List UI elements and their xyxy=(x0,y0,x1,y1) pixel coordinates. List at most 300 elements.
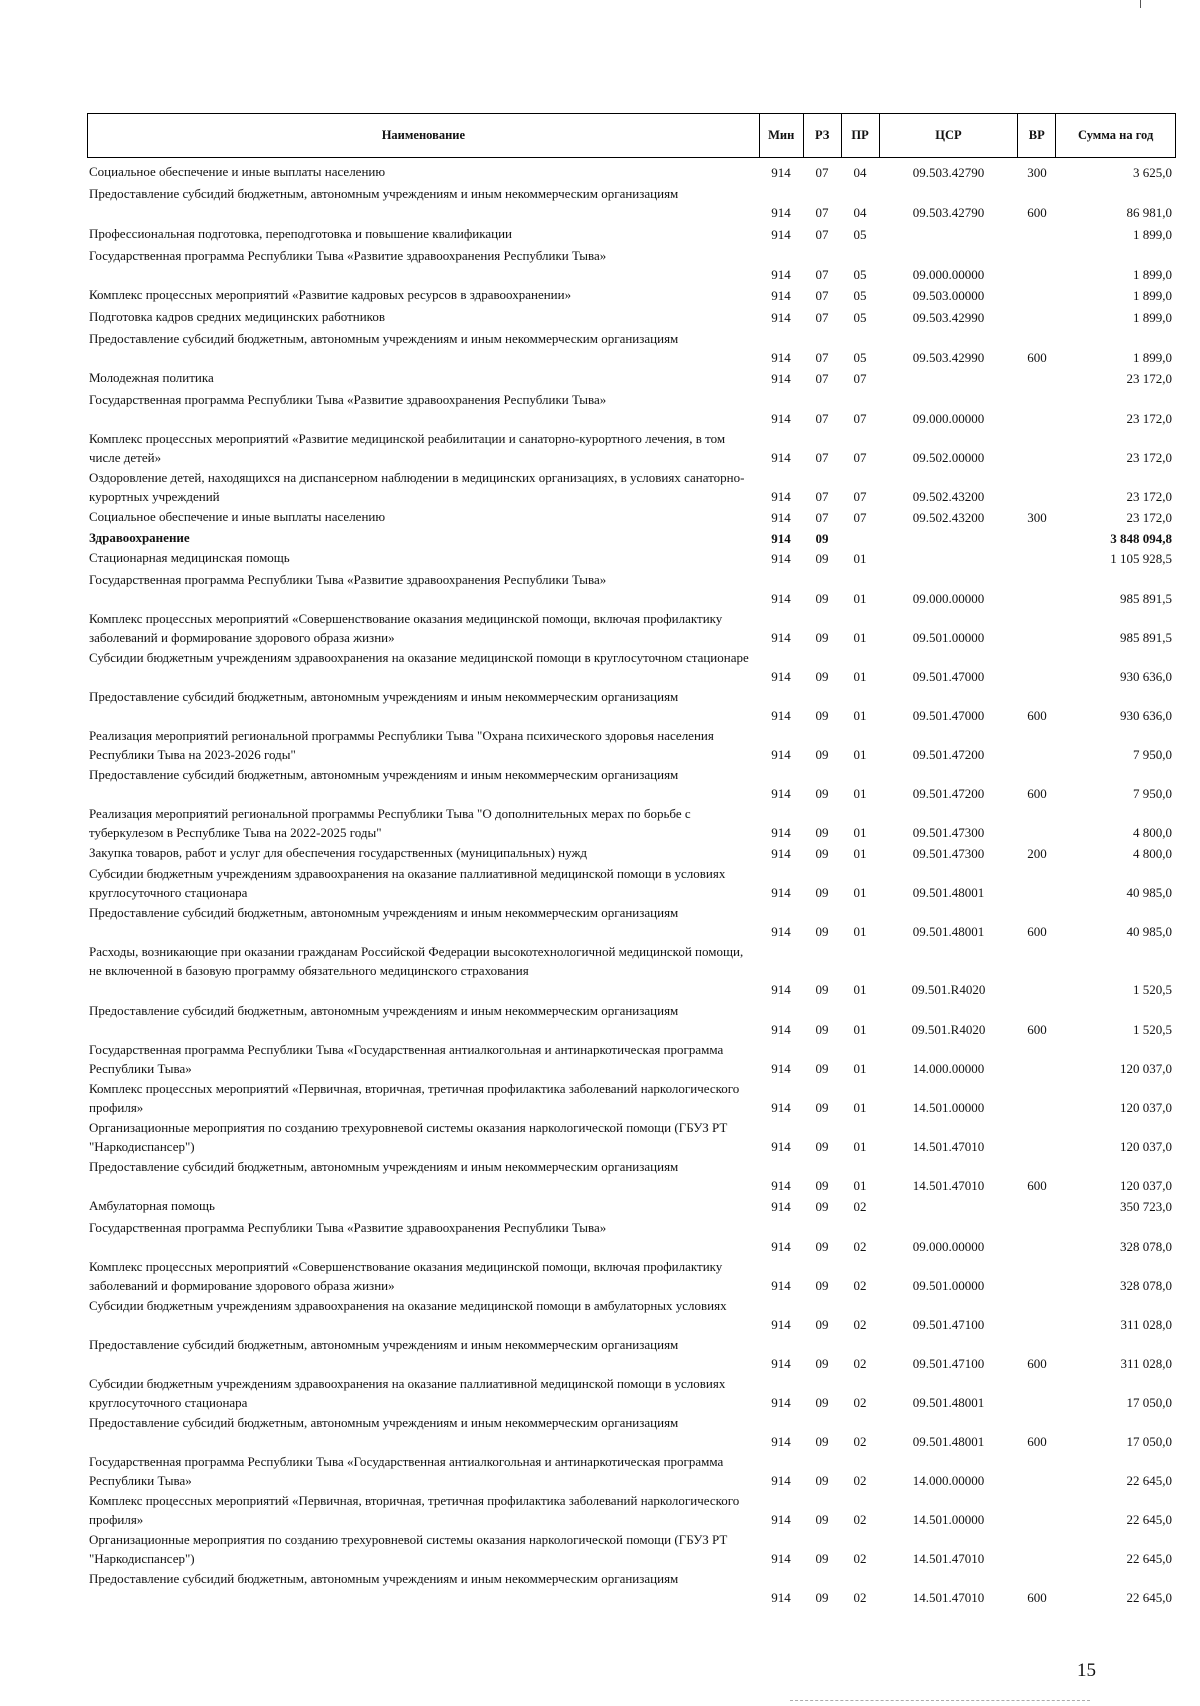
row-sum: 1 520,5 xyxy=(1133,1022,1172,1037)
row-rz: 09 xyxy=(815,846,829,861)
table-row xyxy=(87,1118,1176,1156)
row-sum: 40 985,0 xyxy=(1126,885,1172,900)
row-vr: 600 xyxy=(1027,1178,1047,1193)
row-csr: 09.501.47300 xyxy=(912,825,985,840)
row-sum: 350 723,0 xyxy=(1120,1199,1172,1214)
table-row xyxy=(87,1374,1176,1412)
row-pr: 07 xyxy=(853,411,867,426)
row-name: Комплекс процессных мероприятий «Совершенствование оказания медицинской помощи, включая профилактику заболеваний и формирование здорового образа жизни» xyxy=(89,611,723,645)
row-min: 914 xyxy=(771,825,791,840)
row-rz: 07 xyxy=(815,205,829,220)
row-min: 914 xyxy=(771,227,791,242)
row-csr: 14.501.47010 xyxy=(912,1551,985,1566)
row-pr: 01 xyxy=(853,846,867,861)
row-sum: 23 172,0 xyxy=(1126,489,1172,504)
row-rz: 09 xyxy=(815,1590,829,1605)
row-pr: 07 xyxy=(853,450,867,465)
table-row xyxy=(87,1296,1176,1334)
row-name: Расходы, возникающие при оказании гражданам Российской Федерации высокотехнологичной медицинской помощи, не включенной в базовую программу обязательного медицинского страхования xyxy=(89,944,744,978)
row-pr: 01 xyxy=(853,1139,867,1154)
row-sum: 120 037,0 xyxy=(1120,1178,1172,1193)
table-row xyxy=(87,468,1176,506)
row-min: 914 xyxy=(771,924,791,939)
row-rz: 07 xyxy=(815,227,829,242)
row-name: Государственная программа Республики Тыва «Развитие здравоохранения Республики Тыва» xyxy=(89,1220,607,1235)
row-rz: 09 xyxy=(815,1278,829,1293)
row-min: 914 xyxy=(771,1022,791,1037)
row-rz: 09 xyxy=(815,1395,829,1410)
row-min: 914 xyxy=(771,1199,791,1214)
row-min: 914 xyxy=(771,310,791,325)
row-rz: 09 xyxy=(815,982,829,997)
row-csr: 09.502.43200 xyxy=(912,489,985,504)
table-row xyxy=(87,570,1176,608)
row-sum: 311 028,0 xyxy=(1120,1317,1172,1332)
row-min: 914 xyxy=(771,1434,791,1449)
row-sum: 4 800,0 xyxy=(1133,846,1172,861)
row-rz: 09 xyxy=(815,747,829,762)
table-row xyxy=(87,1491,1176,1529)
row-vr: 600 xyxy=(1027,1022,1047,1037)
row-name: Молодежная политика xyxy=(89,370,214,385)
row-sum: 3 848 094,8 xyxy=(1110,531,1172,546)
table-row xyxy=(87,1079,1176,1117)
row-csr: 09.000.00000 xyxy=(912,267,985,282)
row-name: Социальное обеспечение и иные выплаты населению xyxy=(89,509,386,524)
table-row xyxy=(87,329,1176,367)
row-pr: 02 xyxy=(853,1512,867,1527)
row-min: 914 xyxy=(771,630,791,645)
row-sum: 23 172,0 xyxy=(1126,411,1172,426)
row-name: Государственная программа Республики Тыва «Государственная антиалкогольная и антинаркотическая программа Республики Тыва» xyxy=(89,1042,724,1076)
row-csr: 09.000.00000 xyxy=(912,411,985,426)
row-rz: 09 xyxy=(815,669,829,684)
row-pr: 02 xyxy=(853,1590,867,1605)
row-csr: 14.501.00000 xyxy=(912,1512,985,1527)
row-rz: 09 xyxy=(815,1434,829,1449)
row-csr: 09.501.47100 xyxy=(912,1356,985,1371)
table-row xyxy=(87,285,1176,305)
row-name: Комплекс процессных мероприятий «Развитие медицинской реабилитации и санаторно-курортного лечения, в том числе детей» xyxy=(89,431,726,465)
row-pr: 02 xyxy=(853,1199,867,1214)
row-rz: 09 xyxy=(815,630,829,645)
row-csr: 09.503.42990 xyxy=(912,350,985,365)
row-csr: 14.501.00000 xyxy=(912,1100,985,1115)
row-vr: 600 xyxy=(1027,708,1047,723)
row-name: Предоставление субсидий бюджетным, автономным учреждениям и иным некоммерческим организациям xyxy=(89,905,679,920)
row-csr: 09.501.48001 xyxy=(912,1395,985,1410)
row-name: Государственная программа Республики Тыва «Развитие здравоохранения Республики Тыва» xyxy=(89,248,607,263)
row-sum: 40 985,0 xyxy=(1126,924,1172,939)
row-name: Комплекс процессных мероприятий «Первичная, вторичная, третичная профилактика заболеваний наркологического профиля» xyxy=(89,1081,740,1115)
row-pr: 01 xyxy=(853,1100,867,1115)
table-row xyxy=(87,1157,1176,1195)
row-min: 914 xyxy=(771,747,791,762)
row-sum: 930 636,0 xyxy=(1120,669,1172,684)
row-csr: 14.501.47010 xyxy=(912,1178,985,1193)
table-row xyxy=(87,1335,1176,1373)
row-csr: 14.000.00000 xyxy=(912,1473,985,1488)
row-rz: 07 xyxy=(815,371,829,386)
row-pr: 02 xyxy=(853,1239,867,1254)
row-min: 914 xyxy=(771,371,791,386)
row-sum: 22 645,0 xyxy=(1126,1473,1172,1488)
row-min: 914 xyxy=(771,1178,791,1193)
row-name: Закупка товаров, работ и услуг для обеспечения государственных (муниципальных) нужд xyxy=(89,845,588,860)
header-pr: ПР xyxy=(841,114,879,157)
row-min: 914 xyxy=(771,1512,791,1527)
table-row xyxy=(87,548,1176,568)
row-name: Предоставление субсидий бюджетным, автономным учреждениям и иным некоммерческим организациям xyxy=(89,1337,679,1352)
row-rz: 09 xyxy=(815,825,829,840)
row-rz: 07 xyxy=(815,165,829,180)
row-min: 914 xyxy=(771,708,791,723)
row-name: Государственная программа Республики Тыва «Государственная антиалкогольная и антинаркотическая программа Республики Тыва» xyxy=(89,1454,724,1488)
row-sum: 120 037,0 xyxy=(1120,1061,1172,1076)
row-vr: 200 xyxy=(1027,846,1047,861)
row-sum: 1 899,0 xyxy=(1133,227,1172,242)
row-pr: 01 xyxy=(853,630,867,645)
row-min: 914 xyxy=(771,982,791,997)
row-name: Комплекс процессных мероприятий «Первичная, вторичная, третичная профилактика заболеваний наркологического профиля» xyxy=(89,1493,740,1527)
row-name: Комплекс процессных мероприятий «Развитие кадровых ресурсов в здравоохранении» xyxy=(89,287,572,302)
row-csr: 14.501.47010 xyxy=(912,1139,985,1154)
row-min: 914 xyxy=(771,591,791,606)
row-name: Субсидии бюджетным учреждениям здравоохранения на оказание медицинской помощи в амбулаторных условиях xyxy=(89,1298,727,1313)
row-min: 914 xyxy=(771,1139,791,1154)
row-csr: 09.501.47000 xyxy=(912,708,985,723)
header-rz: РЗ xyxy=(803,114,841,157)
row-rz: 09 xyxy=(815,924,829,939)
row-pr: 01 xyxy=(853,747,867,762)
row-name: Субсидии бюджетным учреждениям здравоохранения на оказание паллиативной медицинской помощи в условиях круглосуточного стационара xyxy=(89,1376,726,1410)
header-min: Мин xyxy=(759,114,803,157)
table-row xyxy=(87,1196,1176,1216)
row-rz: 09 xyxy=(815,1317,829,1332)
row-rz: 09 xyxy=(815,786,829,801)
row-min: 914 xyxy=(771,1395,791,1410)
row-rz: 09 xyxy=(815,1356,829,1371)
row-pr: 01 xyxy=(853,669,867,684)
table-row xyxy=(87,184,1176,222)
row-sum: 23 172,0 xyxy=(1126,371,1172,386)
table-row xyxy=(87,648,1176,686)
row-min: 914 xyxy=(771,1317,791,1332)
row-pr: 02 xyxy=(853,1551,867,1566)
row-min: 914 xyxy=(771,786,791,801)
row-csr: 09.000.00000 xyxy=(912,591,985,606)
table-row xyxy=(87,1257,1176,1295)
row-csr: 09.501.00000 xyxy=(912,1278,985,1293)
row-rz: 09 xyxy=(815,1061,829,1076)
row-min: 914 xyxy=(771,1239,791,1254)
row-pr: 01 xyxy=(853,551,867,566)
row-rz: 07 xyxy=(815,510,829,525)
row-name: Предоставление субсидий бюджетным, автономным учреждениям и иным некоммерческим организациям xyxy=(89,1571,679,1586)
table-row xyxy=(87,307,1176,327)
row-vr: 600 xyxy=(1027,1590,1047,1605)
row-min: 914 xyxy=(771,1473,791,1488)
row-rz: 09 xyxy=(815,1178,829,1193)
row-name: Реализация мероприятий региональной программы Республики Тыва "Охрана психического здоровья населения Республики Тыва на 2023-2026 годы" xyxy=(89,728,714,762)
row-csr: 09.501.48001 xyxy=(912,885,985,900)
row-csr: 09.503.42790 xyxy=(912,205,985,220)
row-vr: 600 xyxy=(1027,924,1047,939)
row-pr: 02 xyxy=(853,1356,867,1371)
row-sum: 86 981,0 xyxy=(1126,205,1172,220)
row-name: Предоставление субсидий бюджетным, автономным учреждениям и иным некоммерческим организациям xyxy=(89,689,679,704)
row-csr: 09.501.48001 xyxy=(912,1434,985,1449)
row-min: 914 xyxy=(771,885,791,900)
row-rz: 07 xyxy=(815,450,829,465)
row-rz: 07 xyxy=(815,310,829,325)
row-csr: 09.502.43200 xyxy=(912,510,985,525)
row-min: 914 xyxy=(771,165,791,180)
table-row xyxy=(87,429,1176,467)
row-name: Предоставление субсидий бюджетным, автономным учреждениям и иным некоммерческим организациям xyxy=(89,767,679,782)
header-sum: Сумма на год xyxy=(1055,114,1175,157)
row-pr: 01 xyxy=(853,885,867,900)
row-name: Субсидии бюджетным учреждениям здравоохранения на оказание медицинской помощи в круглосуточном стационаре xyxy=(89,650,749,665)
row-csr: 09.503.42990 xyxy=(912,310,985,325)
row-sum: 328 078,0 xyxy=(1120,1278,1172,1293)
row-pr: 01 xyxy=(853,825,867,840)
row-min: 914 xyxy=(771,669,791,684)
row-pr: 07 xyxy=(853,510,867,525)
row-sum: 120 037,0 xyxy=(1120,1100,1172,1115)
row-min: 914 xyxy=(771,1590,791,1605)
row-csr: 09.501.47200 xyxy=(912,747,985,762)
row-name: Стационарная медицинская помощь xyxy=(89,550,290,565)
row-pr: 01 xyxy=(853,708,867,723)
row-sum: 1 899,0 xyxy=(1133,288,1172,303)
row-pr: 02 xyxy=(853,1473,867,1488)
row-pr: 01 xyxy=(853,786,867,801)
row-name: Предоставление субсидий бюджетным, автономным учреждениям и иным некоммерческим организациям xyxy=(89,331,679,346)
table-row xyxy=(87,1040,1176,1078)
row-name: Подготовка кадров средних медицинских работников xyxy=(89,309,385,324)
table-row xyxy=(87,804,1176,842)
row-min: 914 xyxy=(771,531,791,546)
table-row xyxy=(87,246,1176,284)
row-csr: 09.501.R4020 xyxy=(911,1022,986,1037)
row-rz: 09 xyxy=(815,1551,829,1566)
row-min: 914 xyxy=(771,450,791,465)
row-min: 914 xyxy=(771,411,791,426)
row-sum: 4 800,0 xyxy=(1133,825,1172,840)
row-pr: 07 xyxy=(853,371,867,386)
table-row xyxy=(87,1569,1176,1607)
row-rz: 09 xyxy=(815,1239,829,1254)
row-name: Субсидии бюджетным учреждениям здравоохранения на оказание паллиативной медицинской помощи в условиях круглосуточного стационара xyxy=(89,866,726,900)
row-name: Профессиональная подготовка, переподготовка и повышение квалификации xyxy=(89,226,513,241)
row-rz: 09 xyxy=(815,708,829,723)
row-sum: 985 891,5 xyxy=(1120,591,1172,606)
row-name: Амбулаторная помощь xyxy=(89,1198,215,1213)
row-name: Оздоровление детей, находящихся на диспансерном наблюдении в медицинских организациях, в условиях санаторно-курортных учреждений xyxy=(89,470,745,504)
row-rz: 09 xyxy=(815,1100,829,1115)
row-pr: 01 xyxy=(853,924,867,939)
row-name: Комплекс процессных мероприятий «Совершенствование оказания медицинской помощи, включая профилактику заболеваний и формирование здорового образа жизни» xyxy=(89,1259,723,1293)
row-sum: 17 050,0 xyxy=(1126,1434,1172,1449)
row-name: Организационные мероприятия по созданию трехуровневой системы оказания наркологической помощи (ГБУЗ РТ "Наркодиспансер") xyxy=(89,1120,728,1154)
row-min: 914 xyxy=(771,350,791,365)
row-rz: 09 xyxy=(815,531,829,546)
row-pr: 07 xyxy=(853,489,867,504)
row-rz: 09 xyxy=(815,1512,829,1527)
row-csr: 09.501.R4020 xyxy=(911,982,986,997)
header-name: Наименование xyxy=(381,128,466,142)
table-row xyxy=(87,903,1176,941)
row-sum: 17 050,0 xyxy=(1126,1395,1172,1410)
scan-artifact-line xyxy=(790,1700,1090,1702)
table-row xyxy=(87,1530,1176,1568)
row-pr: 01 xyxy=(853,1061,867,1076)
row-csr: 09.501.47100 xyxy=(912,1317,985,1332)
row-vr: 600 xyxy=(1027,786,1047,801)
row-name: Предоставление субсидий бюджетным, автономным учреждениям и иным некоммерческим организациям xyxy=(89,186,679,201)
row-min: 914 xyxy=(771,1100,791,1115)
row-name: Реализация мероприятий региональной программы Республики Тыва "О дополнительных мерах по борьбе с туберкулезом в Республике Тыва на 2022-2025 годы" xyxy=(89,806,691,840)
table-row xyxy=(87,368,1176,388)
table-row xyxy=(87,1001,1176,1039)
row-sum: 1 899,0 xyxy=(1133,350,1172,365)
table-row xyxy=(87,843,1176,863)
row-pr: 02 xyxy=(853,1395,867,1410)
table-row xyxy=(87,528,1176,548)
table-row xyxy=(87,162,1176,182)
table-row xyxy=(87,390,1176,428)
row-pr: 04 xyxy=(853,165,867,180)
row-pr: 01 xyxy=(853,1178,867,1193)
row-pr: 01 xyxy=(853,591,867,606)
row-vr: 600 xyxy=(1027,1356,1047,1371)
row-name: Предоставление субсидий бюджетным, автономным учреждениям и иным некоммерческим организациям xyxy=(89,1003,679,1018)
table-row xyxy=(87,864,1176,902)
row-vr: 600 xyxy=(1027,350,1047,365)
row-rz: 07 xyxy=(815,489,829,504)
row-vr: 600 xyxy=(1027,205,1047,220)
budget-table xyxy=(87,113,1176,1605)
row-sum: 1 899,0 xyxy=(1133,267,1172,282)
row-min: 914 xyxy=(771,846,791,861)
row-rz: 09 xyxy=(815,1199,829,1214)
row-rz: 09 xyxy=(815,1139,829,1154)
row-pr: 05 xyxy=(853,350,867,365)
row-sum: 311 028,0 xyxy=(1120,1356,1172,1371)
row-rz: 09 xyxy=(815,591,829,606)
row-min: 914 xyxy=(771,489,791,504)
header-vr: ВР xyxy=(1017,114,1055,157)
row-pr: 05 xyxy=(853,227,867,242)
row-rz: 07 xyxy=(815,411,829,426)
table-row xyxy=(87,1218,1176,1256)
table-row xyxy=(87,726,1176,764)
row-min: 914 xyxy=(771,1278,791,1293)
row-sum: 23 172,0 xyxy=(1126,510,1172,525)
row-rz: 09 xyxy=(815,1022,829,1037)
row-csr: 09.000.00000 xyxy=(912,1239,985,1254)
row-pr: 05 xyxy=(853,288,867,303)
row-sum: 930 636,0 xyxy=(1120,708,1172,723)
row-min: 914 xyxy=(771,205,791,220)
table-row xyxy=(87,942,1176,999)
row-csr: 09.503.42790 xyxy=(912,165,985,180)
row-csr: 09.501.48001 xyxy=(912,924,985,939)
row-name: Государственная программа Республики Тыва «Развитие здравоохранения Республики Тыва» xyxy=(89,572,607,587)
row-min: 914 xyxy=(771,510,791,525)
row-csr: 09.503.00000 xyxy=(912,288,985,303)
table-row xyxy=(87,609,1176,647)
row-name: Предоставление субсидий бюджетным, автономным учреждениям и иным некоммерческим организациям xyxy=(89,1159,679,1174)
row-min: 914 xyxy=(771,1551,791,1566)
row-sum: 22 645,0 xyxy=(1126,1590,1172,1605)
row-sum: 22 645,0 xyxy=(1126,1512,1172,1527)
row-sum: 1 899,0 xyxy=(1133,310,1172,325)
row-pr: 01 xyxy=(853,1022,867,1037)
row-name: Государственная программа Республики Тыва «Развитие здравоохранения Республики Тыва» xyxy=(89,392,607,407)
row-min: 914 xyxy=(771,1356,791,1371)
row-csr: 09.501.00000 xyxy=(912,630,985,645)
row-min: 914 xyxy=(771,288,791,303)
row-sum: 1 105 928,5 xyxy=(1110,551,1172,566)
row-csr: 09.502.00000 xyxy=(912,450,985,465)
row-rz: 09 xyxy=(815,885,829,900)
row-min: 914 xyxy=(771,1061,791,1076)
table-row xyxy=(87,224,1176,244)
row-csr: 09.501.47300 xyxy=(912,846,985,861)
row-sum: 1 520,5 xyxy=(1133,982,1172,997)
row-sum: 985 891,5 xyxy=(1120,630,1172,645)
table-row xyxy=(87,1452,1176,1490)
row-sum: 22 645,0 xyxy=(1126,1551,1172,1566)
row-pr: 02 xyxy=(853,1317,867,1332)
row-sum: 3 625,0 xyxy=(1133,165,1172,180)
row-sum: 23 172,0 xyxy=(1126,450,1172,465)
row-vr: 600 xyxy=(1027,1434,1047,1449)
row-min: 914 xyxy=(771,551,791,566)
table-row xyxy=(87,1413,1176,1451)
row-min: 914 xyxy=(771,267,791,282)
row-rz: 07 xyxy=(815,350,829,365)
table-row xyxy=(87,765,1176,803)
row-csr: 09.501.47000 xyxy=(912,669,985,684)
row-pr: 01 xyxy=(853,982,867,997)
table-row xyxy=(87,687,1176,725)
row-pr: 04 xyxy=(853,205,867,220)
row-sum: 7 950,0 xyxy=(1133,786,1172,801)
row-vr: 300 xyxy=(1027,510,1047,525)
table-header xyxy=(87,113,1176,158)
row-name: Организационные мероприятия по созданию трехуровневой системы оказания наркологической помощи (ГБУЗ РТ "Наркодиспансер") xyxy=(89,1532,728,1566)
row-sum: 7 950,0 xyxy=(1133,747,1172,762)
row-sum: 328 078,0 xyxy=(1120,1239,1172,1254)
row-csr: 14.000.00000 xyxy=(912,1061,985,1076)
header-csr: ЦСР xyxy=(879,114,1018,157)
row-rz: 07 xyxy=(815,267,829,282)
row-sum: 120 037,0 xyxy=(1120,1139,1172,1154)
table-row xyxy=(87,507,1176,527)
page-number: 15 xyxy=(1077,1660,1096,1681)
row-pr: 05 xyxy=(853,310,867,325)
row-name: Социальное обеспечение и иные выплаты населению xyxy=(89,164,386,179)
scan-mark xyxy=(1140,0,1141,8)
row-rz: 09 xyxy=(815,551,829,566)
row-vr: 300 xyxy=(1027,165,1047,180)
row-name: Предоставление субсидий бюджетным, автономным учреждениям и иным некоммерческим организациям xyxy=(89,1415,679,1430)
row-csr: 09.501.47200 xyxy=(912,786,985,801)
row-rz: 09 xyxy=(815,1473,829,1488)
